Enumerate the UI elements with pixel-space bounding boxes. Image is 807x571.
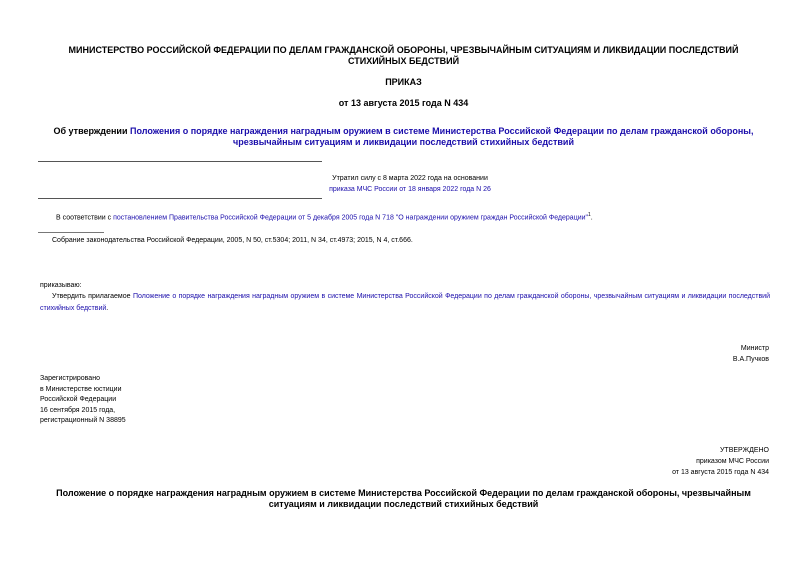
ministry-heading: МИНИСТЕРСТВО РОССИЙСКОЙ ФЕДЕРАЦИИ ПО ДЕЛАМ ГРАЖДАНСКОЙ ОБОРОНЫ, ЧРЕЗВЫЧАЙНЫМ СИТУАЦИЯМ И ЛИКВИДАЦИИ ПОСЛЕДСТВИЙ СТИХИЙНЫХ БЕДСТВИЙ [68, 45, 739, 66]
repeal-order-link[interactable]: приказа МЧС России от 18 января 2022 года N 26 [329, 186, 491, 193]
footnote-text: Собрание законодательства Российской Федерации, 2005, N 50, ст.5304; 2011, N 34, ст.4973; 2015, N 4, ст.666. [52, 237, 413, 244]
signature-name: В.А.Пучков [732, 356, 769, 363]
footnote [52, 237, 772, 244]
approved-line: от 13 августа 2015 года N 434 [672, 469, 769, 476]
footnote-marker: 1 [588, 212, 591, 218]
orders-word: приказываю: [40, 282, 82, 289]
basis-paragraph [56, 212, 776, 221]
government-decree-link[interactable]: постановлением Правительства Российской Федерации от 5 декабря 2005 года N 718 "О награждении оружием граждан Российской Федерации" [113, 214, 589, 222]
basis-suffix: . [590, 214, 593, 222]
approved-block [672, 445, 769, 478]
registration-line: Российской Федерации [40, 396, 117, 403]
order-date: от 13 августа 2015 года N 434 [338, 98, 469, 108]
approve-paragraph [40, 291, 770, 315]
subject-link[interactable]: Положения о порядке награждения наградным оружием в системе Министерства Российской Федерации по делам гражданской обороны, чрезвычайным ситуациям и ликвидации последствий стихийных бедствий [129, 126, 754, 147]
approve-suffix: . [106, 305, 109, 312]
regulation-title: Положение о порядке награждения наградным оружием в системе Министерства Российской Федерации по делам гражданской обороны, чрезвычайным ситуациям и ликвидации последствий стихийных бедствий [56, 488, 751, 509]
signature-title: Министр [740, 345, 769, 352]
registration-block [40, 374, 126, 427]
approve-prefix: Утвердить прилагаемое [52, 293, 133, 300]
approved-line: приказом МЧС России [696, 458, 769, 465]
document-subject [40, 126, 767, 148]
footnote-divider [38, 232, 104, 233]
registration-line: регистрационный N 38895 [40, 417, 126, 424]
order-title: ПРИКАЗ [385, 77, 422, 87]
subject-prefix: Об утверждении [53, 126, 130, 136]
divider-bottom [38, 198, 322, 199]
lost-force-text: Утратил силу с 8 марта 2022 года на основании [332, 175, 488, 182]
basis-prefix: В соответствии с [56, 214, 114, 222]
registration-line: в Министерстве юстиции [40, 385, 122, 393]
signature-block [733, 343, 769, 365]
registration-line: Зарегистрировано [40, 375, 100, 382]
approved-line: УТВЕРЖДЕНО [719, 447, 769, 454]
registration-line: 16 сентября 2015 года, [40, 406, 116, 414]
divider-top [38, 161, 322, 162]
status-note [220, 173, 600, 195]
regulation-link[interactable]: Положение о порядке награждения наградным оружием в системе Министерства Российской Федерации по делам гражданской обороны, чрезвычайным ситуациям и ликвидации последствий стихийных бедствий [40, 293, 770, 312]
